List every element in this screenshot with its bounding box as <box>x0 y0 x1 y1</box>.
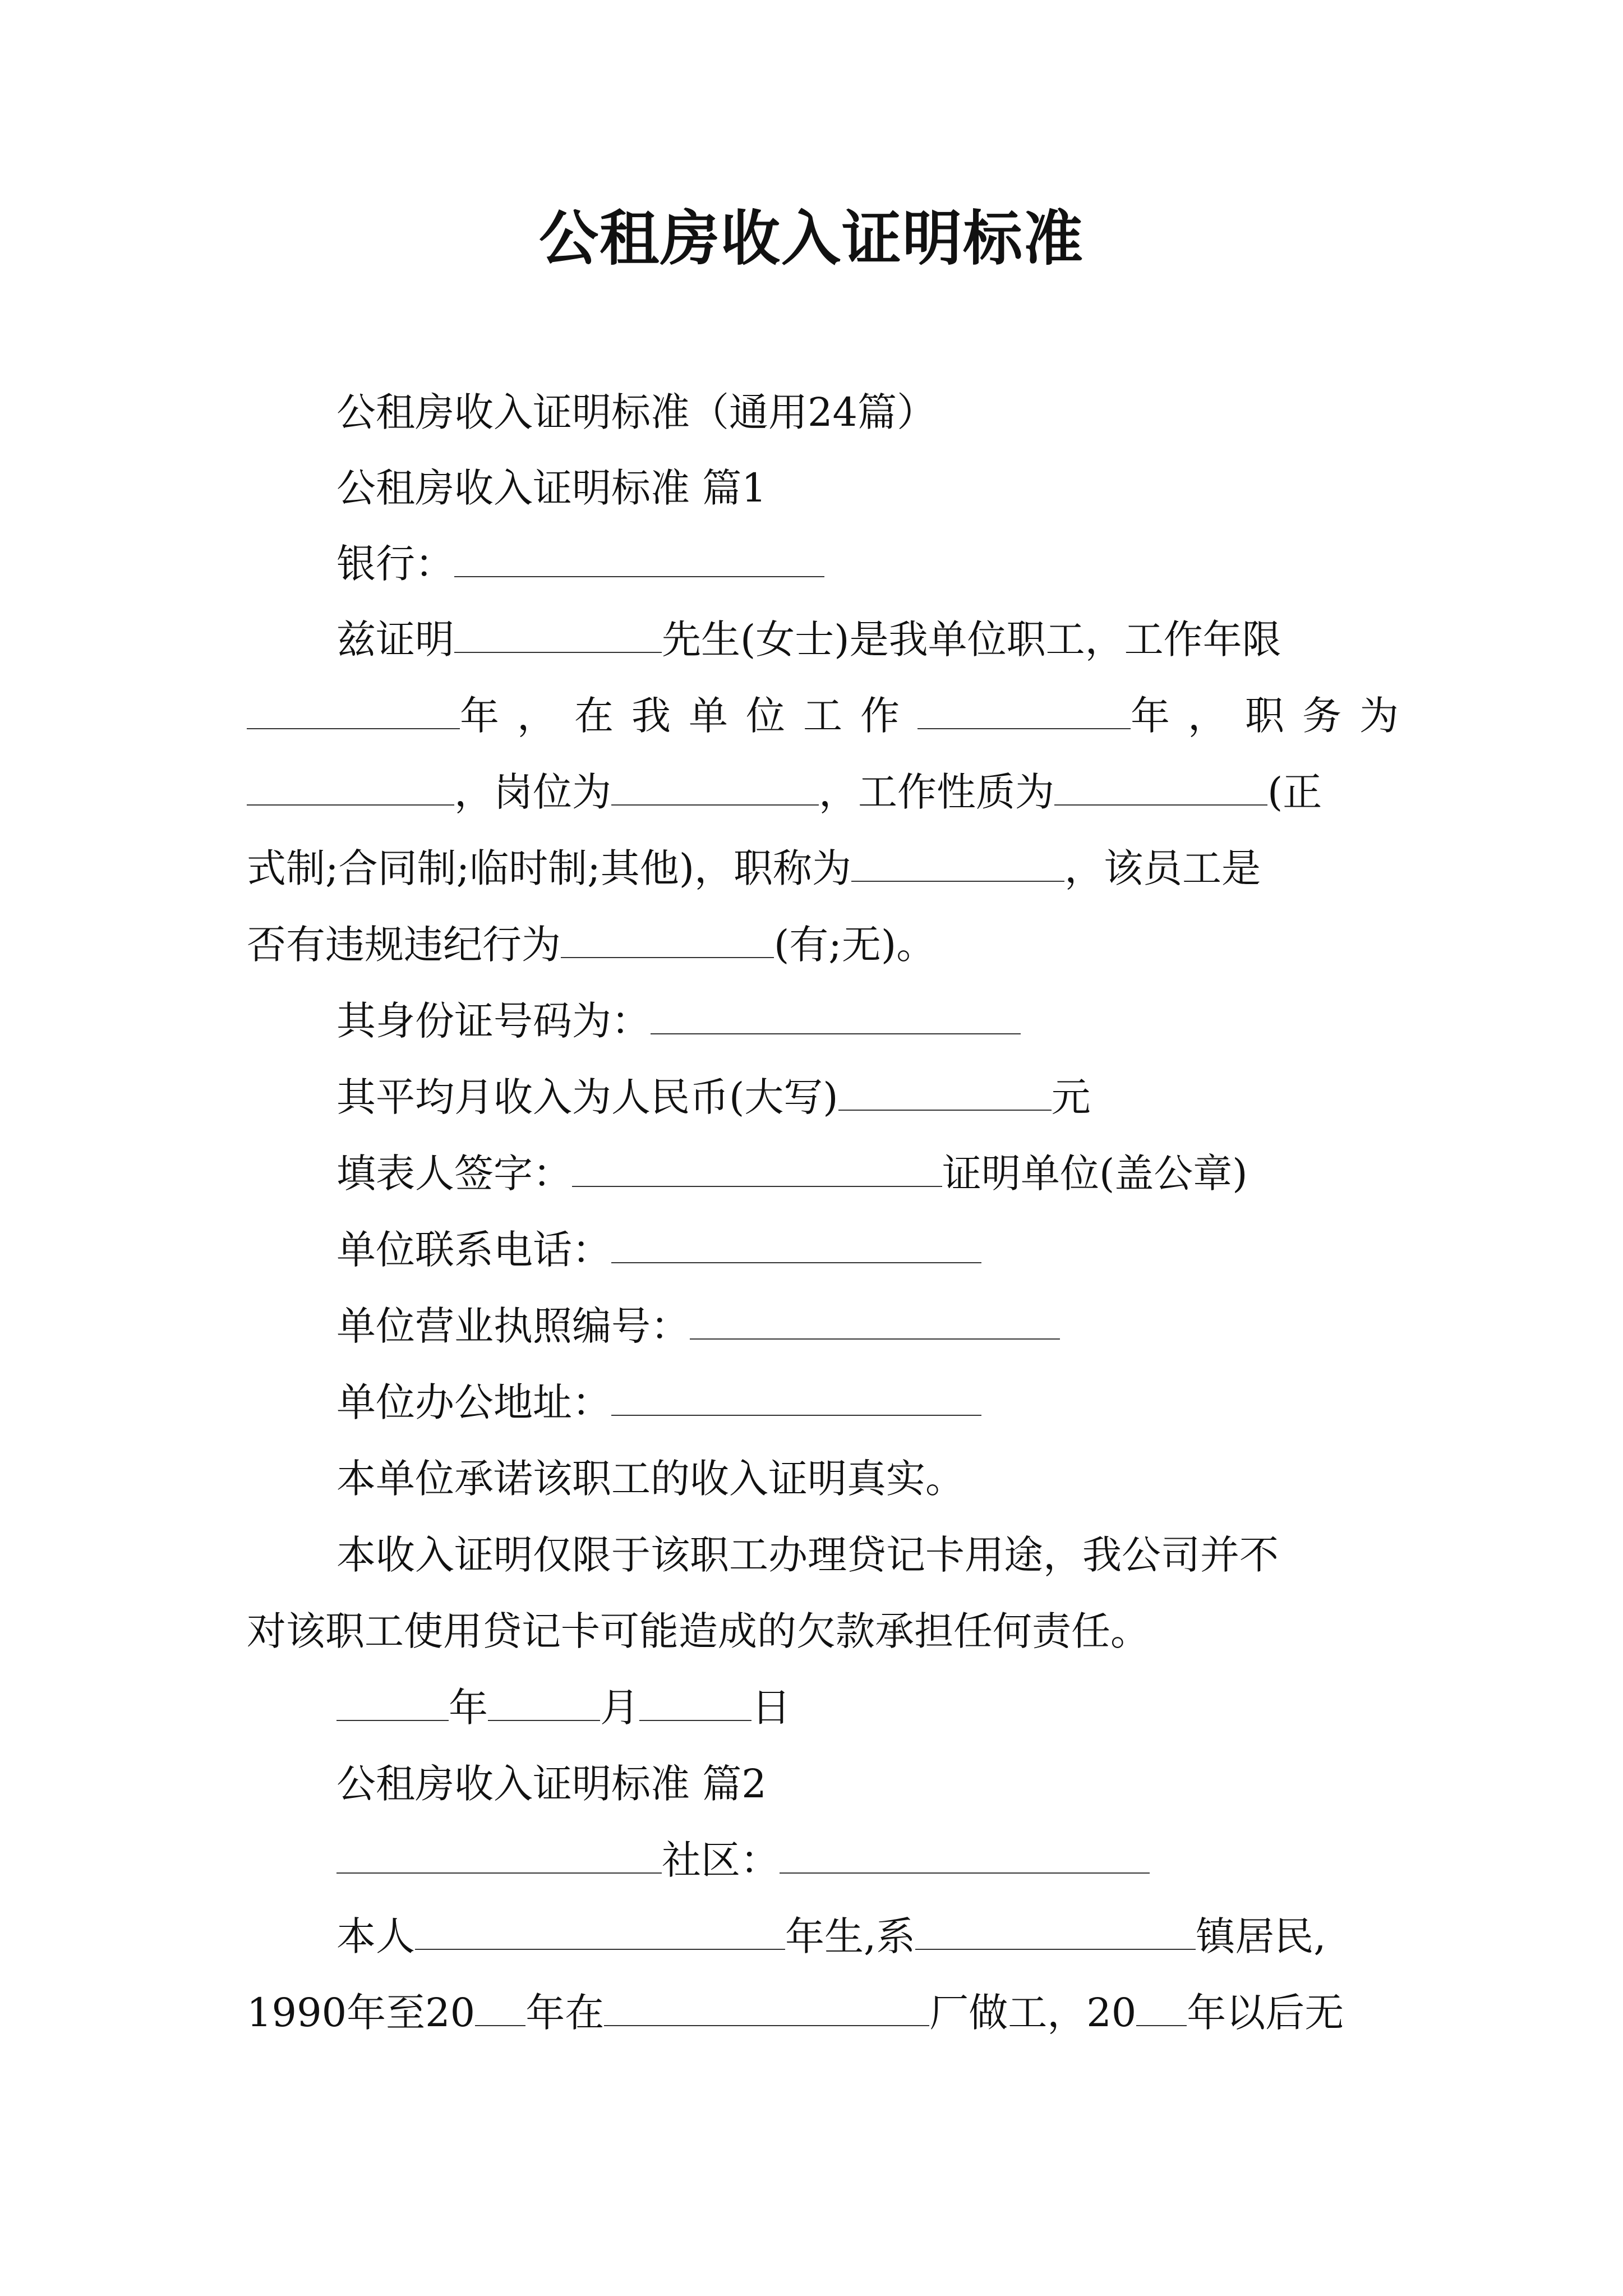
town-blank[interactable] <box>915 1908 1196 1950</box>
s2-text-g: 年以后无 <box>1187 1990 1344 2036</box>
day-label: 日 <box>751 1685 791 1731</box>
s2-text-c: 镇居民, <box>1196 1913 1326 1959</box>
factory-blank[interactable] <box>604 1985 929 2026</box>
p1-text-a: 兹证明 <box>336 616 454 662</box>
phone-line <box>336 1222 981 1278</box>
usage-text-2: 对该职工使用贷记卡可能造成的欠款承担任何责任。 <box>247 1608 1150 1654</box>
s2-text-f: 厂做工，20 <box>929 1990 1137 2036</box>
p1-text-b: 先生(女士)是我单位职工，工作年限 <box>662 616 1281 662</box>
date-line <box>336 1680 791 1736</box>
after-year-blank[interactable] <box>1136 1985 1187 2026</box>
section2-heading: 公租房收入证明标准 篇2 <box>336 1761 767 1807</box>
document-subtitle: 公租房收入证明标准（通用24篇） <box>336 389 937 435</box>
s2-text-d: 1990年至20 <box>247 1990 476 2036</box>
address-blank[interactable] <box>611 1374 981 1416</box>
section1-heading: 公租房收入证明标准 篇1 <box>336 465 767 511</box>
title-blank[interactable] <box>851 840 1064 882</box>
bank-blank[interactable] <box>454 536 824 577</box>
s2-text-a: 本人 <box>336 1913 415 1959</box>
p1-line2 <box>247 688 1417 744</box>
month-label: 月 <box>600 1685 639 1731</box>
signer-label: 填表人签字： <box>336 1151 572 1197</box>
p1-text-k: (有;无)。 <box>774 922 936 968</box>
document-title: 公租房收入证明标准 <box>539 203 1084 273</box>
signer-line <box>336 1145 1248 1202</box>
month-blank[interactable] <box>488 1680 600 1721</box>
p1-line5 <box>247 917 935 973</box>
unit-years-blank[interactable] <box>917 688 1131 729</box>
day-blank[interactable] <box>639 1680 751 1721</box>
work-nature-blank[interactable] <box>1054 764 1267 806</box>
birth-year-blank[interactable] <box>415 1908 785 1950</box>
income-unit: 元 <box>1051 1074 1091 1120</box>
address-line <box>336 1374 981 1430</box>
p1-text-e: ，岗位为 <box>454 769 611 815</box>
address-label: 单位办公地址： <box>336 1379 611 1425</box>
license-label: 单位营业执照编号： <box>336 1303 690 1349</box>
p1-text-i: ，该员工是 <box>1064 845 1261 891</box>
s2-line1 <box>336 1908 1326 1964</box>
position-blank[interactable] <box>247 764 454 806</box>
community-prefix-blank[interactable] <box>336 1832 662 1874</box>
income-label: 其平均月收入为人民币(大写) <box>336 1074 838 1120</box>
p1-line3 <box>247 764 1322 820</box>
bank-label: 银行： <box>336 541 454 587</box>
license-blank[interactable] <box>690 1298 1060 1340</box>
p1-text-c: 年，在我单位工作 <box>460 693 917 739</box>
p1-line4 <box>247 840 1261 896</box>
community-blank[interactable] <box>780 1832 1150 1874</box>
community-line <box>336 1832 1150 1888</box>
end-year-blank[interactable] <box>475 1985 525 2026</box>
p1-text-j: 否有违规违纪行为 <box>247 922 561 968</box>
p1-text-g: (正 <box>1267 769 1322 815</box>
license-line <box>336 1298 1060 1354</box>
violation-blank[interactable] <box>561 917 774 958</box>
s2-line2 <box>247 1985 1344 2041</box>
unit-seal-label: 证明单位(盖公章) <box>942 1151 1248 1197</box>
name-blank[interactable] <box>454 611 662 653</box>
phone-blank[interactable] <box>611 1222 981 1263</box>
bank-line <box>336 536 824 592</box>
post-blank[interactable] <box>611 764 819 806</box>
year-blank[interactable] <box>336 1680 449 1721</box>
s2-text-e: 年在 <box>525 1990 605 2036</box>
s2-text-b: 年生,系 <box>785 1913 916 1959</box>
income-blank[interactable] <box>838 1069 1052 1111</box>
p1-text-h: 式制;合同制;临时制;其他)，职称为 <box>247 845 852 891</box>
income-line <box>336 1069 1091 1125</box>
signer-blank[interactable] <box>572 1145 942 1187</box>
promise-text: 本单位承诺该职工的收入证明真实。 <box>336 1456 965 1502</box>
usage-text-1: 本收入证明仅限于该职工办理贷记卡用途，我公司并不 <box>336 1532 1279 1578</box>
id-label: 其身份证号码为： <box>336 998 651 1044</box>
p1-text-d: 年，职务为 <box>1131 693 1417 739</box>
work-years-blank[interactable] <box>247 688 460 729</box>
phone-label: 单位联系电话： <box>336 1227 611 1273</box>
community-label: 社区： <box>662 1837 780 1883</box>
p1-line1 <box>336 611 1281 668</box>
year-label: 年 <box>449 1685 488 1731</box>
id-line <box>336 993 1021 1049</box>
id-blank[interactable] <box>651 993 1021 1034</box>
p1-text-f: ，工作性质为 <box>819 769 1054 815</box>
